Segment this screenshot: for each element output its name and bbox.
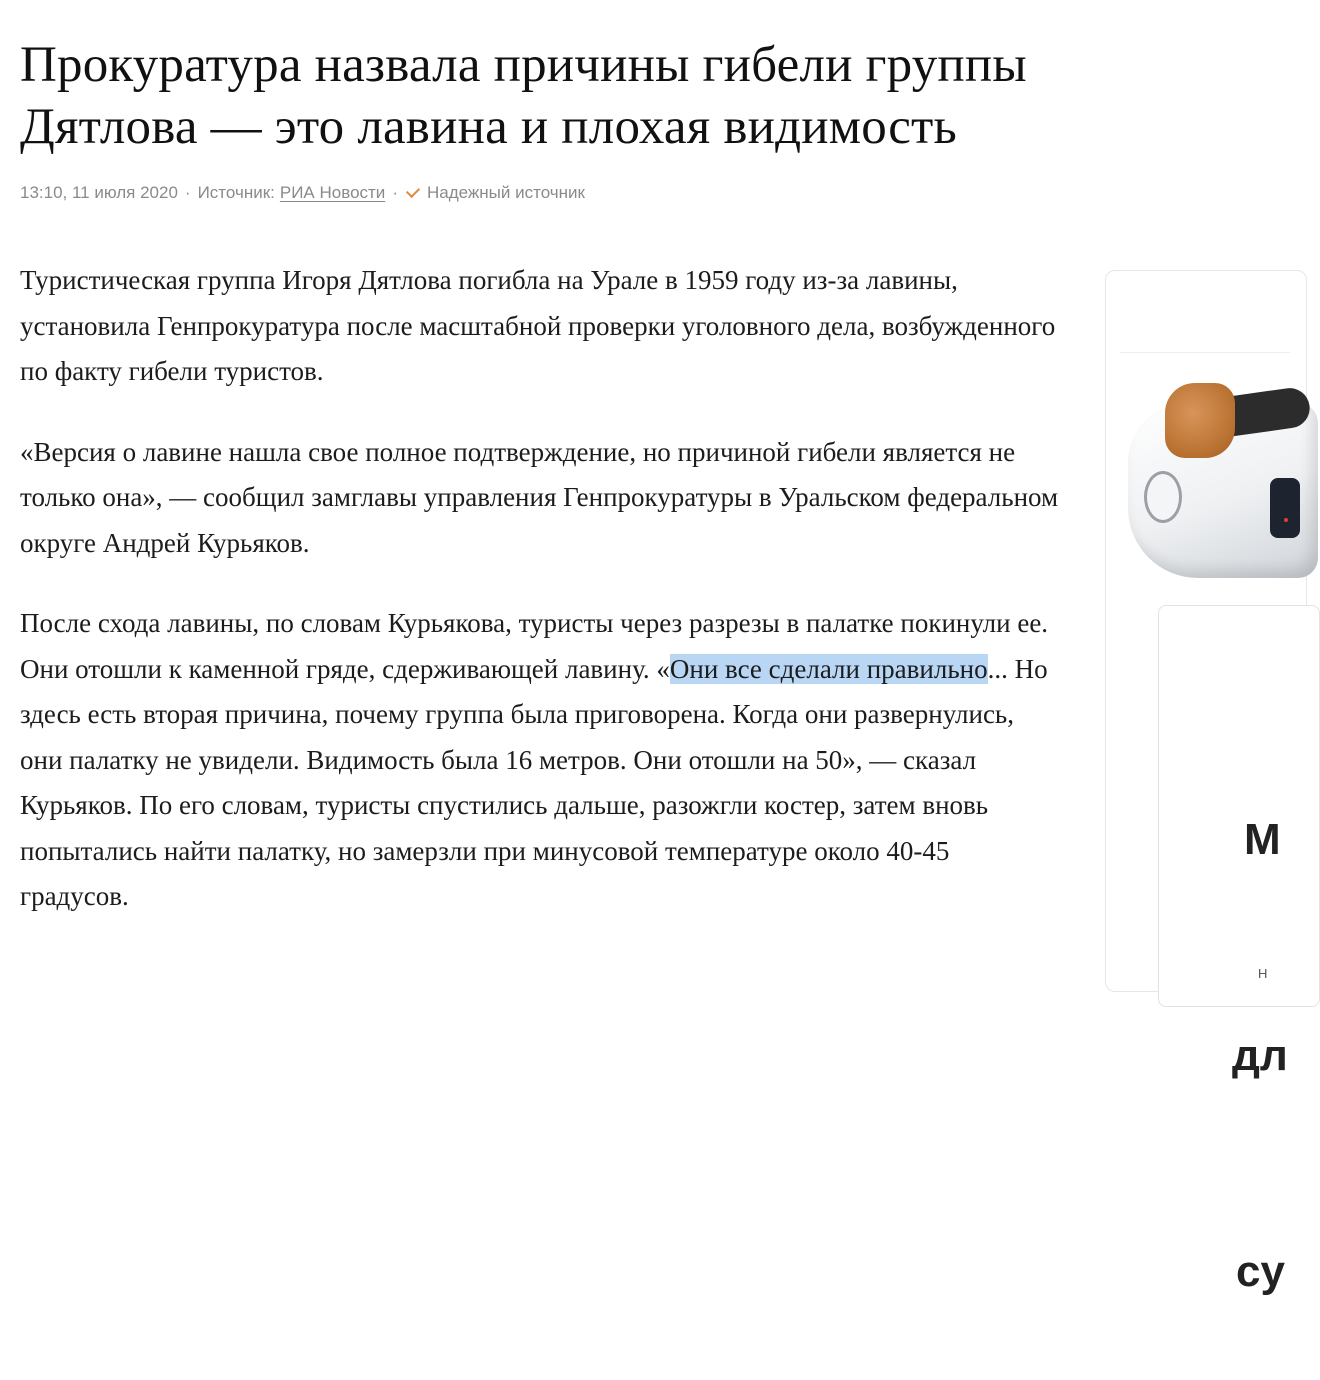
article-title <box>20 34 1240 158</box>
source-link[interactable]: РИА Новости <box>279 183 386 202</box>
paragraph <box>20 601 1060 920</box>
paragraph-text: После схода лавины, по словам Курьякова, туристы через разрезы в палатке покинули ее. Они отошли к каменной гряде, сдерживающей лавину. « <box>20 608 1049 684</box>
check-icon <box>406 184 420 198</box>
paragraph: Туристическая группа Игоря Дятлова погибла на Урале в 1959 году из-за лавины, установила Генпрокуратура после масштабной проверки уголовного дела, возбужденного по факту гибели туристов. <box>20 265 1056 386</box>
device-led-shape <box>1284 518 1288 522</box>
ad-headline[interactable] <box>1232 660 1288 1380</box>
source-label: Источник: <box>197 183 275 202</box>
paragraph: «Версия о лавине нашла свое полное подтверждение, но причиной гибели является не только она», — сообщил замглавы управления Генпрокуратуры в Уральском федеральном округе Андрей Курьяков. <box>20 436 1059 558</box>
publish-datetime: 13:10, 11 июля 2020 <box>20 183 178 202</box>
device-button-shape <box>1144 471 1182 523</box>
article-title-line-2: Дятлова — это лавина и плохая видимость <box>20 99 957 155</box>
paragraph-text: ... Но здесь есть вторая причина, почему группа была приговорена. Когда они развернулись, они палатку не увидели. Видимость была 16 метров. Они отошли на 50», — сказал Курьяков. По его словам, туристы спустились дальше, разожгли костер, затем вновь попытались найти палатку, но замерзли при минусовой температуре около 40-45 градусов. <box>20 653 1048 911</box>
ad-footer-text: Н <box>1258 966 1268 981</box>
ad-headline-line-1: М <box>1244 815 1281 864</box>
meta-separator-2: · <box>392 183 398 202</box>
ad-headline-line-2: дл <box>1232 1031 1288 1080</box>
article-meta <box>20 183 585 203</box>
selected-text[interactable]: Они все сделали правильно <box>669 653 988 684</box>
ad-product-image[interactable] <box>1120 352 1290 603</box>
article-title-line-1: Прокуратура назвала причины гибели группы <box>20 37 1027 93</box>
meta-separator: · <box>184 183 191 202</box>
ad-headline-line-3: су <box>1236 1247 1285 1296</box>
device-screen-shape <box>1270 478 1300 538</box>
article-body <box>20 258 1060 955</box>
trusted-source-label: Надежный источник <box>426 183 585 202</box>
device-pad-shape <box>1165 383 1235 458</box>
